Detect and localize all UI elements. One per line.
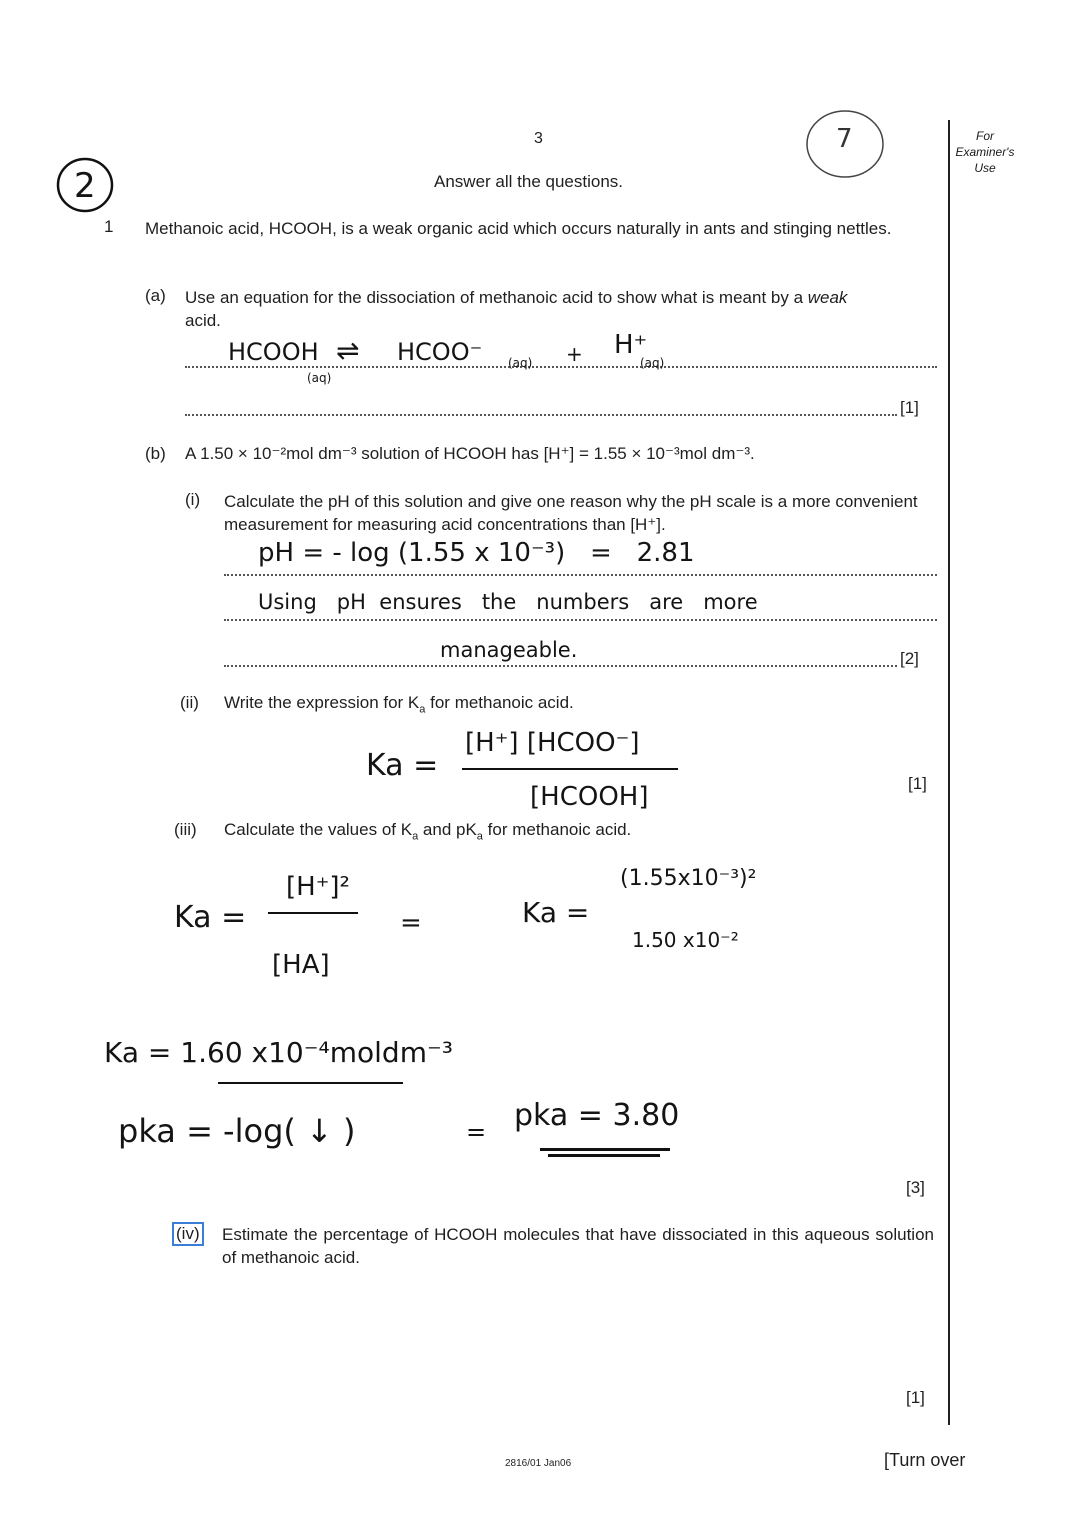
part-b-ii-numerator: [H⁺] [HCOO⁻]: [465, 728, 640, 758]
answer-product-1-state: (aq): [508, 356, 533, 370]
part-b-iii-ka2-numerator: (1.55x10⁻³)²: [620, 866, 757, 891]
part-b-iii-ka-result: Ka = 1.60 x10⁻⁴moldm⁻³: [104, 1036, 453, 1069]
part-b-iii-ka-fraction-bar: [268, 912, 358, 914]
part-b-iii-question: Calculate the values of $K_a$ and $pK_a$ for methanoic acid.: [224, 820, 632, 843]
part-b-i-marks: [2]: [900, 649, 919, 668]
part-b-stem: A 1.50 × 10⁻²mol dm⁻³ solution of HCOOH has [H⁺] = 1.55 × 10⁻³mol dm⁻³.: [185, 444, 755, 463]
part-a-label: (a): [145, 286, 166, 305]
footer-code: 2816/01 Jan06: [505, 1458, 572, 1469]
part-b-iii-pka-result: pka = 3.80: [514, 1098, 680, 1133]
part-b-iii-label: (iii): [174, 820, 197, 839]
part-b-iv-marks: [1]: [906, 1388, 925, 1407]
part-b-iii-ka-lhs: Ka =: [174, 900, 247, 935]
part-a-marks: [1]: [900, 398, 919, 417]
answer-product-1: HCOO⁻: [397, 338, 483, 366]
part-b-i-question: Calculate the pH of this solution and give one reason why the pH scale is a more convenient measurement for measuring acid concentrations than [H⁺].: [224, 492, 918, 534]
part-b-i-answer-reason: Using pH ensures the numbers are more: [258, 590, 758, 614]
part-b-i-label: (i): [185, 490, 201, 509]
part-b-i-answer-ph: pH = - log (1.55 x 10⁻³) = 2.81: [258, 538, 695, 568]
part-b-ii-denominator: [HCOOH]: [530, 782, 649, 812]
part-b-iii-pka-equals: =: [466, 1118, 487, 1146]
part-b-label: (b): [145, 444, 166, 463]
answer-product-2: H⁺: [614, 330, 648, 360]
part-b-ii-question: Write the expression for $K_a$ for methanoic acid.: [224, 693, 574, 716]
answer-plus: +: [566, 342, 583, 366]
part-b-iv-question: Estimate the percentage of HCOOH molecules that have dissociated in this aqueous solution of methanoic acid.: [222, 1225, 934, 1267]
part-a-answer-line-2: [185, 414, 897, 416]
turn-over: [Turn over: [884, 1450, 966, 1470]
answer-reactant-state: (aq): [307, 371, 332, 385]
examiner-use-label: For Examiner's Use: [955, 129, 1015, 175]
part-b-i-line-1: [224, 574, 937, 576]
question-intro: Methanoic acid, HCOOH, is a weak organic acid which occurs naturally in ants and stinging nettles.: [145, 219, 892, 238]
part-b-i-answer-reason-end: manageable.: [440, 638, 578, 662]
part-b-ii-marks: [1]: [908, 774, 927, 793]
equilibrium-arrow-icon: ⇌: [336, 334, 360, 367]
examiner-margin-line: [948, 120, 950, 1425]
part-b-ii-label: (ii): [180, 693, 199, 712]
part-b-ii-fraction-bar: [462, 768, 678, 770]
pka-result-underline-2: [548, 1154, 660, 1157]
pka-result-underline-1: [540, 1148, 670, 1151]
part-b-i-line-2: [224, 619, 937, 621]
question-number: 1: [104, 217, 114, 236]
part-b-i-line-3: [224, 665, 897, 667]
answer-reactant: HCOOH: [228, 338, 319, 366]
header-instruction: Answer all the questions.: [434, 172, 623, 191]
page-mark-number: 2: [74, 166, 96, 206]
ka-result-underline: [218, 1082, 403, 1084]
part-b-iii-ka2-lhs: Ka =: [522, 896, 590, 929]
score-mark: 7: [836, 124, 853, 154]
page-number: 3: [534, 130, 543, 147]
part-b-ii-ka-lhs: Ka =: [366, 748, 439, 783]
answer-product-2-state: (aq): [640, 356, 665, 370]
part-b-iii-ka-equals: =: [400, 908, 422, 938]
part-a-question: Use an equation for the dissociation of methanoic acid to show what is meant by a weak acid.: [185, 288, 848, 330]
part-b-iii-marks: [3]: [906, 1178, 925, 1197]
part-b-iii-ka2-denominator: 1.50 x10⁻²: [632, 928, 739, 952]
part-b-iv-label: (iv): [172, 1222, 204, 1246]
part-b-iii-ka-denominator: [HA]: [272, 950, 330, 980]
part-b-iii-pka-line: pka = -log( ↓ ): [118, 1112, 356, 1150]
part-b-iii-ka-numerator: [H⁺]²: [286, 872, 350, 902]
part-a-answer-line-1: [185, 366, 937, 368]
